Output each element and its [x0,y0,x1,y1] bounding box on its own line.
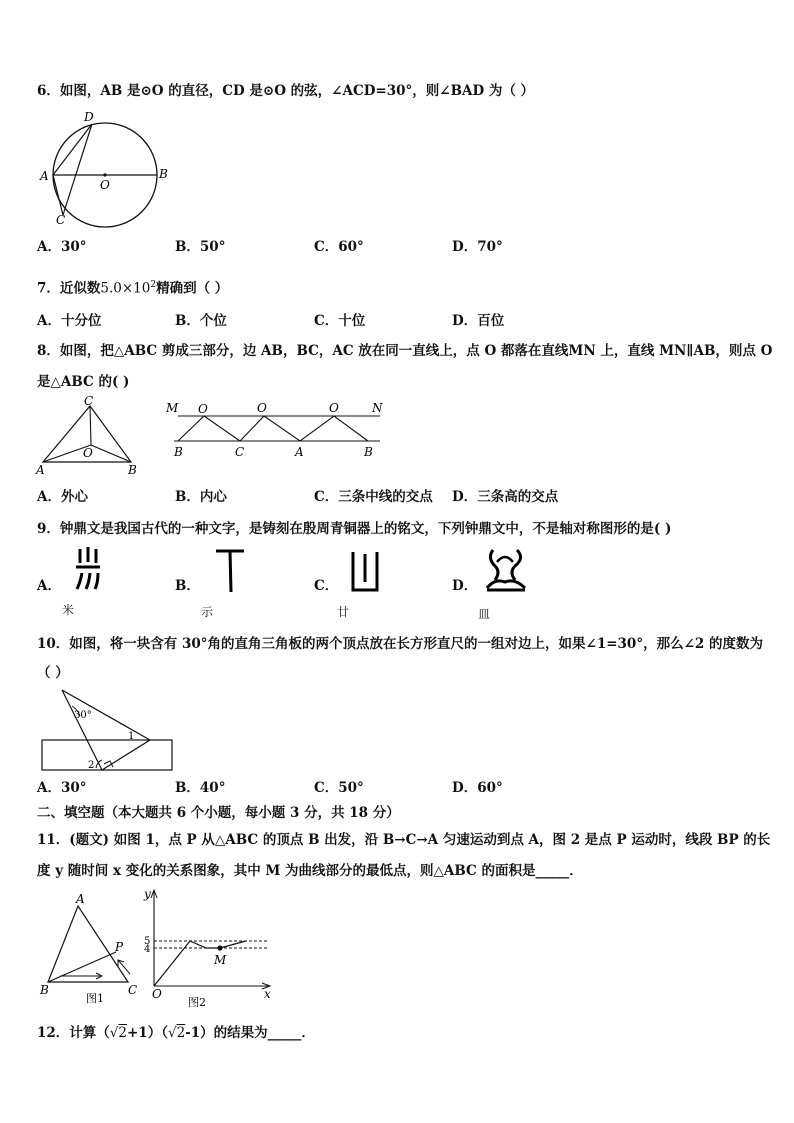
q11-fig1-label-A: A [76,892,85,906]
q10-label-1: 1 [128,731,135,742]
q6-option-b[interactable]: B．50° [175,239,226,255]
q9-glyph-a[interactable] [70,545,110,595]
q11-figure-2 [140,886,278,1010]
q11-stem-line1: 11．(题文) 如图 1，点 P 从△ABC 的顶点 B 出发，沿 B→C→A 匀速运动到点 A，图 2 是点 P 运动时，线段 BP 的长 [37,832,771,848]
q6-label-A: A [40,169,49,183]
section-2-heading: 二、填空题（本大题共 6 个小题，每小题 3 分，共 18 分） [37,805,400,821]
q9-option-d[interactable]: D． [452,578,478,594]
q8-option-b[interactable]: B．内心 [175,489,227,505]
q8-option-d[interactable]: D．三条高的交点 [452,489,559,505]
q11-fig1-label-P: P [115,940,124,954]
q8-fig1-label-B: B [128,463,137,477]
q11-fig1-label-B: B [40,983,49,997]
q9-glyph-c[interactable] [345,546,385,596]
q10-option-a[interactable]: A．30° [37,780,87,796]
q8-fig1-label-C: C [84,394,94,408]
q6-stem: 6．如图，AB 是⊙O 的直径，CD 是⊙O 的弦，∠ACD=30°，则∠BAD 为（ ） [37,83,535,99]
q9-stem: 9．钟鼎文是我国古代的一种文字，是铸刻在殷周青铜器上的铭文，下列钟鼎文中，不是轴对称图形的是( ) [37,521,672,537]
q8-stem-line1: 8．如图，把△ABC 剪成三部分，边 AB，BC，AC 放在同一直线上，点 O 都落在直线MN 上，直线 MN∥AB，则点 O [37,343,773,359]
q6-option-d[interactable]: D．70° [452,239,503,255]
q6-label-C: C [56,213,66,227]
q8-fig1-label-O: O [83,446,93,460]
q11-figure-1 [40,892,151,1005]
q8-fig2-label-N: N [372,401,383,415]
q6-label-B: B [159,167,168,181]
q10-label-30: 30° [74,710,92,721]
sqrt-sign-icon: √ [109,1025,119,1041]
q7-stem: 7．近似数$5.0\times 10^2$精确到（ ） [37,280,229,297]
q9-option-b[interactable]: B． [175,578,200,594]
q8-fig2-label-B1: B [174,445,183,459]
q11-stem-line2: 度 y 随时间 x 变化的关系图象，其中 M 为曲线部分的最低点，则△ABC 的面积是_____． [37,863,583,879]
q10-stem-line2: （ ） [37,665,69,681]
q9-caption-a: 米 [62,603,75,617]
q8-stem-line2: 是△ABC 的( ) [37,374,130,390]
q11-fig2-caption: 图2 [188,996,206,1009]
q6-option-a[interactable]: A．30° [37,239,87,255]
q12-stem: 12．计算（√2+1）（√2-1）的结果为_____． [37,1025,315,1041]
q8-fig2-label-O1: O [198,402,208,416]
q8-option-a[interactable]: A．外心 [37,489,88,505]
q7-option-b[interactable]: B．个位 [175,313,227,329]
q9-caption-b: 示 [201,605,214,619]
q8-fig2-label-O3: O [329,401,339,415]
q8-fig2-label-A: A [295,445,304,459]
q8-fig2-label-C: C [235,445,245,459]
q8-strip-figure [164,398,394,464]
q9-caption-d: 皿 [478,607,491,621]
q11-fig1-caption: 图1 [86,992,104,1005]
sqrt-sign-icon: √ [167,1025,177,1041]
q9-glyph-b[interactable] [210,546,250,596]
q6-label-O: O [100,178,110,192]
q8-fig2-label-M: M [166,401,179,415]
q9-caption-c: 廿 [337,605,350,619]
q7-option-a[interactable]: A．十分位 [37,313,102,329]
q8-fig2-label-B2: B [364,445,373,459]
q7-option-d[interactable]: D．百位 [452,313,505,329]
q6-label-D: D [84,110,94,124]
q8-option-c[interactable]: C．三条中线的交点 [314,489,433,505]
q8-triangle-figure [36,396,146,478]
q11-fig2-label-M: M [214,953,227,967]
q10-option-b[interactable]: B．40° [175,780,226,796]
q11-fig2-label-O: O [152,987,162,1001]
q9-option-a[interactable]: A． [37,578,61,594]
q11-fig2-label-4: 4 [144,944,151,955]
q11-fig2-label-x: x [264,987,271,1001]
q11-fig2-label-y: y [144,887,151,901]
q10-label-2: 2 [88,760,95,771]
q8-fig1-label-A: A [36,463,45,477]
q7-option-c[interactable]: C．十位 [314,313,366,329]
q6-option-c[interactable]: C．60° [314,239,364,255]
q10-option-c[interactable]: C．50° [314,780,364,796]
q10-stem-line1: 10．如图，将一块含有 30°角的直角三角板的两个顶点放在长方形直尺的一组对边上，如果∠1=30°，那么∠2 的度数为 [37,636,763,652]
q8-fig2-label-O2: O [257,401,267,415]
q9-option-c[interactable]: C． [314,578,339,594]
q10-ruler-figure [40,686,180,774]
q11-fig1-label-C: C [128,983,138,997]
q11-fig2-label-5: 5 [144,936,151,947]
q6-circle-figure [40,108,170,226]
q9-glyph-d[interactable] [483,544,529,596]
q10-option-d[interactable]: D．60° [452,780,503,796]
